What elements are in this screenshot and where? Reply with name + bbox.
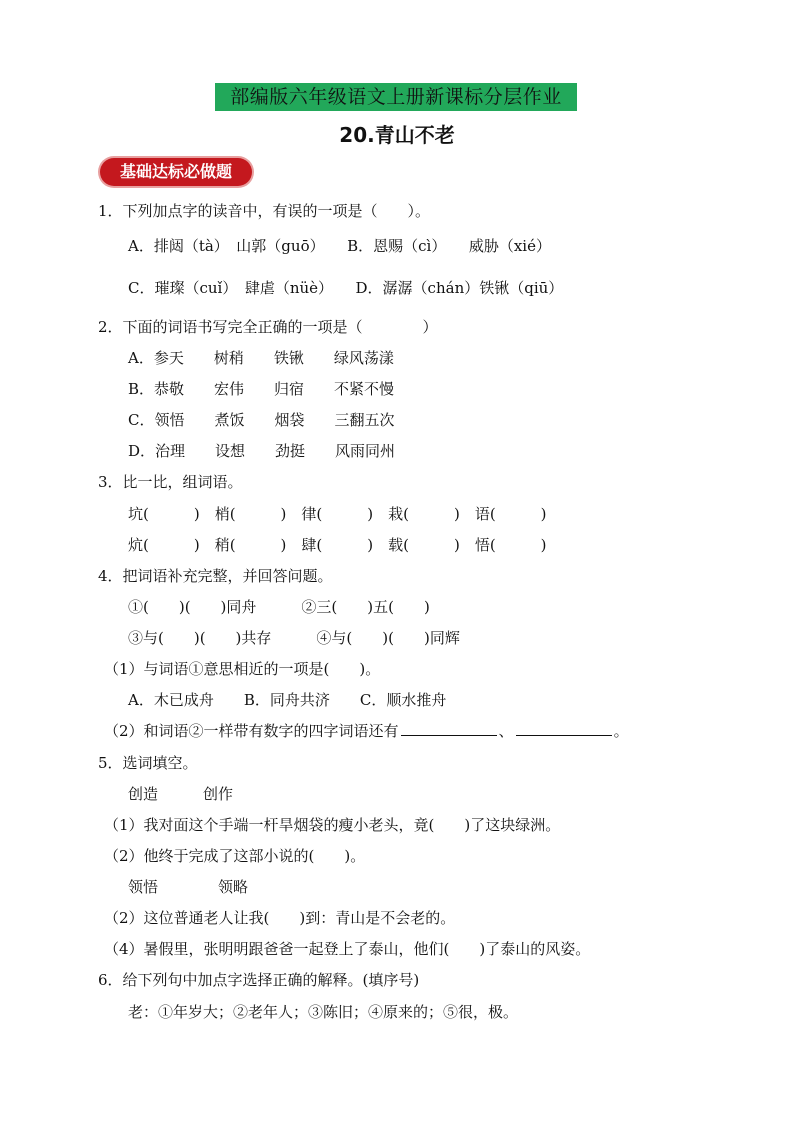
question-2-option-c: C．领悟 煮饭 烟袋 三翻五次 — [128, 411, 395, 429]
series-banner: 部编版六年级语文上册新课标分层作业 — [215, 83, 577, 111]
page-title: 20.青山不老 — [339, 123, 455, 147]
section-badge: 基础达标必做题 — [100, 158, 252, 186]
question-2-option-a: A．参天 树稍 铁锹 绿风荡漾 — [128, 349, 394, 367]
blank-separator: 、 — [498, 722, 514, 740]
question-5-sentence-3: （2）这位普通老人让我( )到：青山是不会老的。 — [104, 909, 456, 927]
question-1-options-row-1: A．排闼（tà） 山郭（guō） B．恩赐（cì） 威胁（xié） — [128, 237, 551, 255]
question-5-word-choices-1: 创造 创作 — [128, 785, 234, 803]
question-4-sub-1-options: A．木已成舟 B．同舟共济 C．顺水推舟 — [128, 691, 447, 709]
question-4-sub-2 — [104, 720, 629, 741]
question-5-sentence-1: （1）我对面这个手端一杆旱烟袋的瘦小老头，竟( )了这块绿洲。 — [104, 816, 561, 834]
question-2-option-b: B．恭敬 宏伟 归宿 不紧不慢 — [128, 380, 395, 398]
answer-blank-1[interactable] — [401, 721, 497, 736]
question-6-stem: 6．给下列句中加点字选择正确的解释。(填序号) — [98, 971, 420, 989]
question-4-row-2: ③与( )( )共存 ④与( )( )同辉 — [128, 629, 460, 647]
question-4-row-1: ①( )( )同舟 ②三( )五( ) — [128, 598, 430, 616]
question-1-options-row-2: C．璀璨（cuǐ） 肆虐（nüè） D．潺潺（chán）铁锹（qiū） — [128, 279, 564, 297]
question-4-sub-2-text: （2）和词语②一样带有数字的四字词语还有 — [104, 722, 399, 740]
question-5-word-choices-2: 领悟 领略 — [128, 878, 249, 896]
question-3-row-1: 坑( ) 梢( ) 律( ) 栽( ) 语( ) — [128, 505, 547, 523]
question-5-stem: 5．选词填空。 — [98, 754, 198, 772]
question-4-sub-1: （1）与词语①意思相近的一项是( )。 — [104, 660, 381, 678]
question-5-sentence-2: （2）他终于完成了这部小说的( )。 — [104, 847, 366, 865]
answer-blank-2[interactable] — [516, 721, 612, 736]
question-3-row-2: 炕( ) 稍( ) 肆( ) 载( ) 悟( ) — [128, 536, 547, 554]
question-4-stem: 4．把词语补充完整，并回答问题。 — [98, 567, 333, 585]
sentence-end: 。 — [613, 722, 629, 740]
question-2-option-d: D．治理 设想 劲挺 风雨同州 — [128, 442, 396, 460]
question-6-definitions: 老：①年岁大；②老年人；③陈旧；④原来的；⑤很，极。 — [128, 1003, 519, 1021]
question-2-stem: 2．下面的词语书写完全正确的一项是（ ） — [98, 318, 438, 336]
question-5-sentence-4: （4）暑假里，张明明跟爸爸一起登上了泰山，他们( )了泰山的风姿。 — [104, 940, 591, 958]
question-3-stem: 3．比一比，组词语。 — [98, 473, 243, 491]
question-1-stem: 1．下列加点字的读音中，有误的一项是（ ）。 — [98, 202, 431, 220]
